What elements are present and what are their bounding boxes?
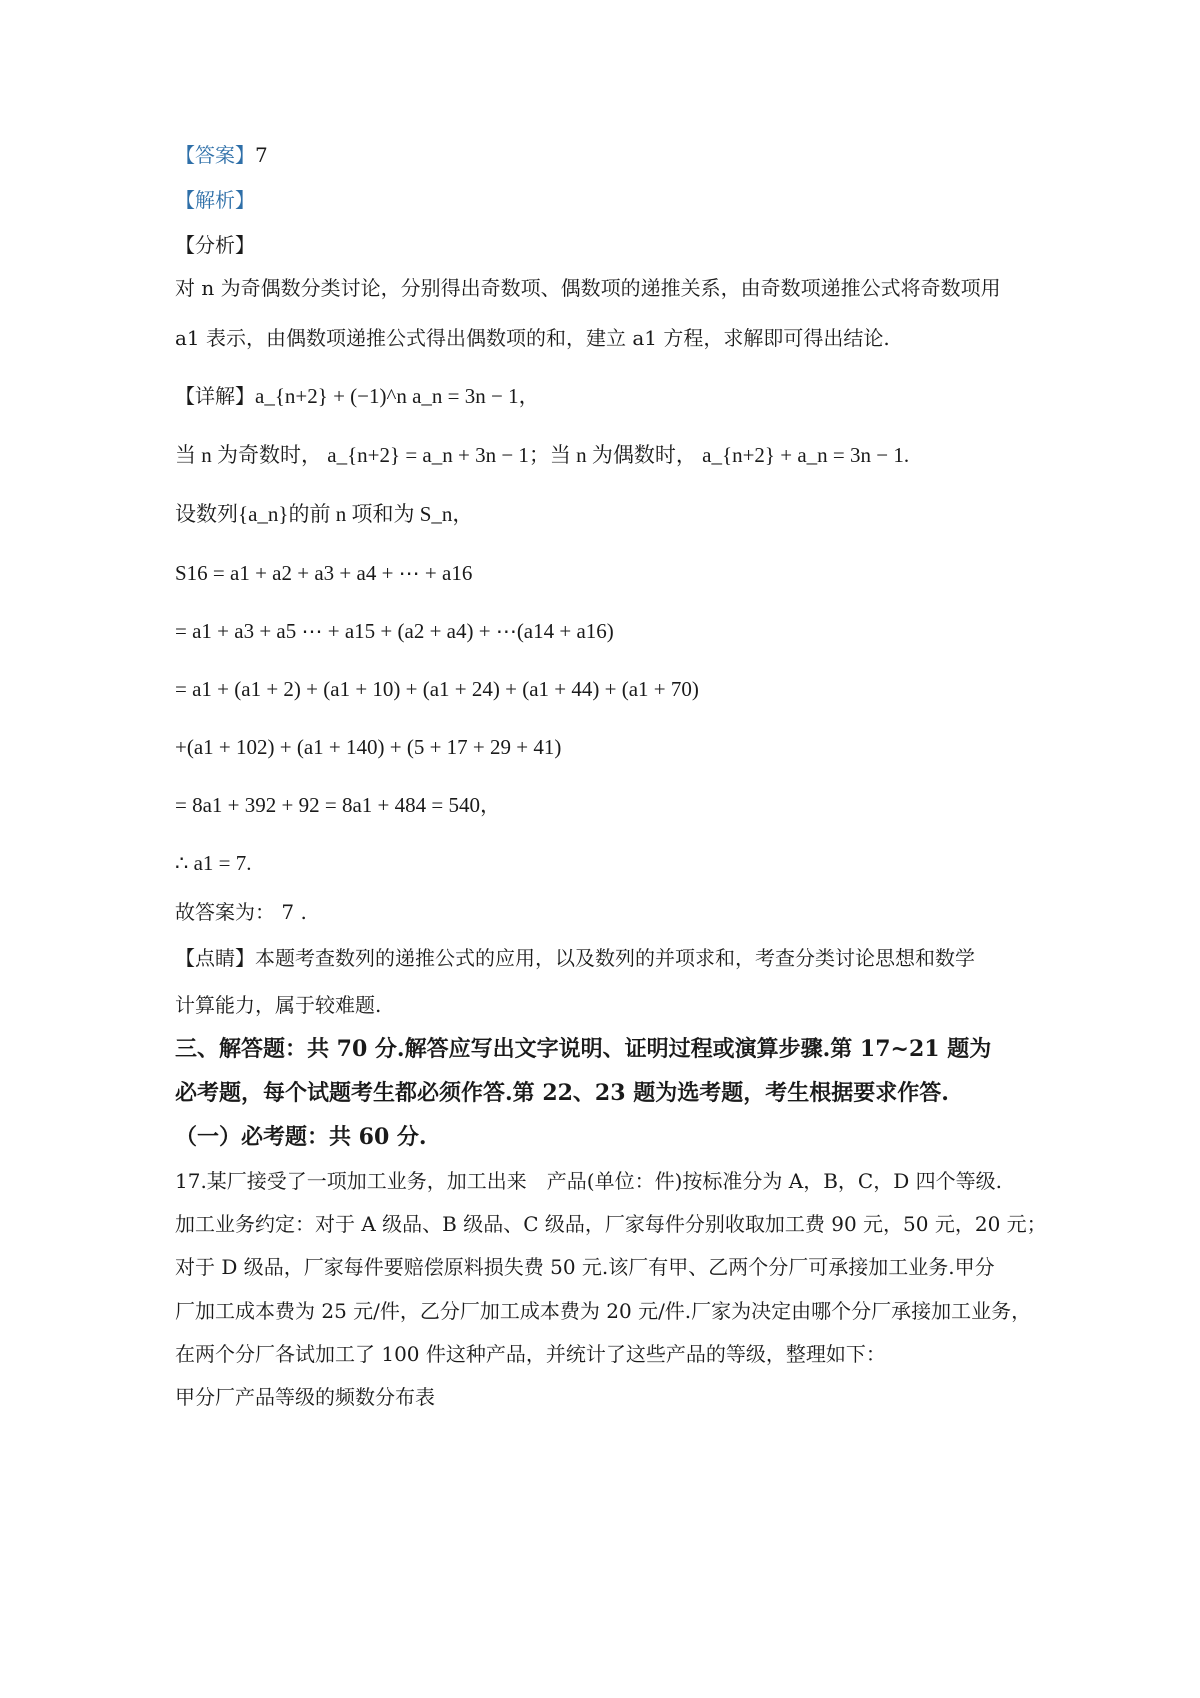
dianjing-tag: 【点睛】 bbox=[175, 946, 255, 970]
conclusion-line: 故答案为： 7 . bbox=[175, 900, 307, 924]
equation-3: = a1 + (a1 + 2) + (a1 + 10) + (a1 + 24) + (a1 + 44) + (a1 + 70) bbox=[175, 677, 699, 701]
problem17-line-1: 17.某厂接受了一项加工业务，加工出来 产品(单位：件)按标准分为 A，B，C，D 四个等级. bbox=[175, 1169, 1002, 1193]
equation-2: = a1 + a3 + a5 ⋯ + a15 + (a2 + a4) + ⋯(a14 + a16) bbox=[175, 619, 614, 643]
xiangjie-tag: 【详解】 bbox=[175, 384, 255, 408]
section-heading-1: 三、解答题：共 70 分.解答应写出文字说明、证明过程或演算步骤.第 17~21 题为 bbox=[175, 1036, 992, 1062]
fenxi-tag: 【分析】 bbox=[175, 233, 255, 257]
fenxi-line-2: a1 表示，由偶数项递推公式得出偶数项的和，建立 a1 方程，求解即可得出结论. bbox=[175, 326, 890, 350]
equation-5: = 8a1 + 392 + 92 = 8a1 + 484 = 540， bbox=[175, 793, 501, 817]
equation-6: ∴ a1 = 7. bbox=[175, 851, 252, 875]
section-heading-3: （一）必考题：共 60 分. bbox=[175, 1124, 427, 1150]
setup-line: 设数列{a_n}的前 n 项和为 S_n， bbox=[175, 502, 474, 526]
xiangjie-line bbox=[175, 382, 540, 410]
analysis-tag: 【解析】 bbox=[175, 188, 255, 212]
dianjing-text-1: 本题考查数列的递推公式的应用，以及数列的并项求和，考查分类讨论思想和数学 bbox=[255, 946, 975, 970]
problem17-line-5: 在两个分厂各试加工了 100 件这种产品，并统计了这些产品的等级，整理如下： bbox=[175, 1342, 886, 1366]
problem17-line-2: 加工业务约定：对于 A 级品、B 级品、C 级品，厂家每件分别收取加工费 90 元，50 元，20 元； bbox=[175, 1212, 1047, 1236]
dianjing-line-1 bbox=[175, 944, 975, 972]
equation-4: +(a1 + 102) + (a1 + 140) + (5 + 17 + 29 + 41) bbox=[175, 735, 562, 759]
problem17-line-3: 对于 D 级品，厂家每件要赔偿原料损失费 50 元.该厂有甲、乙两个分厂可承接加工业务.甲分 bbox=[175, 1255, 995, 1279]
equation-1: S16 = a1 + a2 + a3 + a4 + ⋯ + a16 bbox=[175, 561, 473, 585]
section-heading-2: 必考题，每个试题考生都必须作答.第 22、23 题为选考题，考生根据要求作答. bbox=[175, 1080, 949, 1106]
problem17-line-4: 厂加工成本费为 25 元/件，乙分厂加工成本费为 20 元/件.厂家为决定由哪个分厂承接加工业务， bbox=[175, 1299, 1032, 1323]
fenxi-line-1: 对 n 为奇偶数分类讨论，分别得出奇数项、偶数项的递推关系，由奇数项递推公式将奇数项用 bbox=[175, 276, 1001, 300]
problem17-line-6: 甲分厂产品等级的频数分布表 bbox=[175, 1385, 435, 1409]
dianjing-line-2: 计算能力，属于较难题. bbox=[175, 993, 382, 1017]
recurrence-formula: a_{n+2} + (−1)^n a_n = 3n − 1， bbox=[255, 384, 540, 408]
answer-tag: 【答案】 bbox=[175, 143, 255, 167]
answer-value: 7 bbox=[255, 143, 268, 167]
cases-line: 当 n 为奇数时， a_{n+2} = a_n + 3n − 1；当 n 为偶数时， a_{n+2} + a_n = 3n − 1. bbox=[175, 443, 910, 467]
answer-line bbox=[175, 141, 268, 169]
